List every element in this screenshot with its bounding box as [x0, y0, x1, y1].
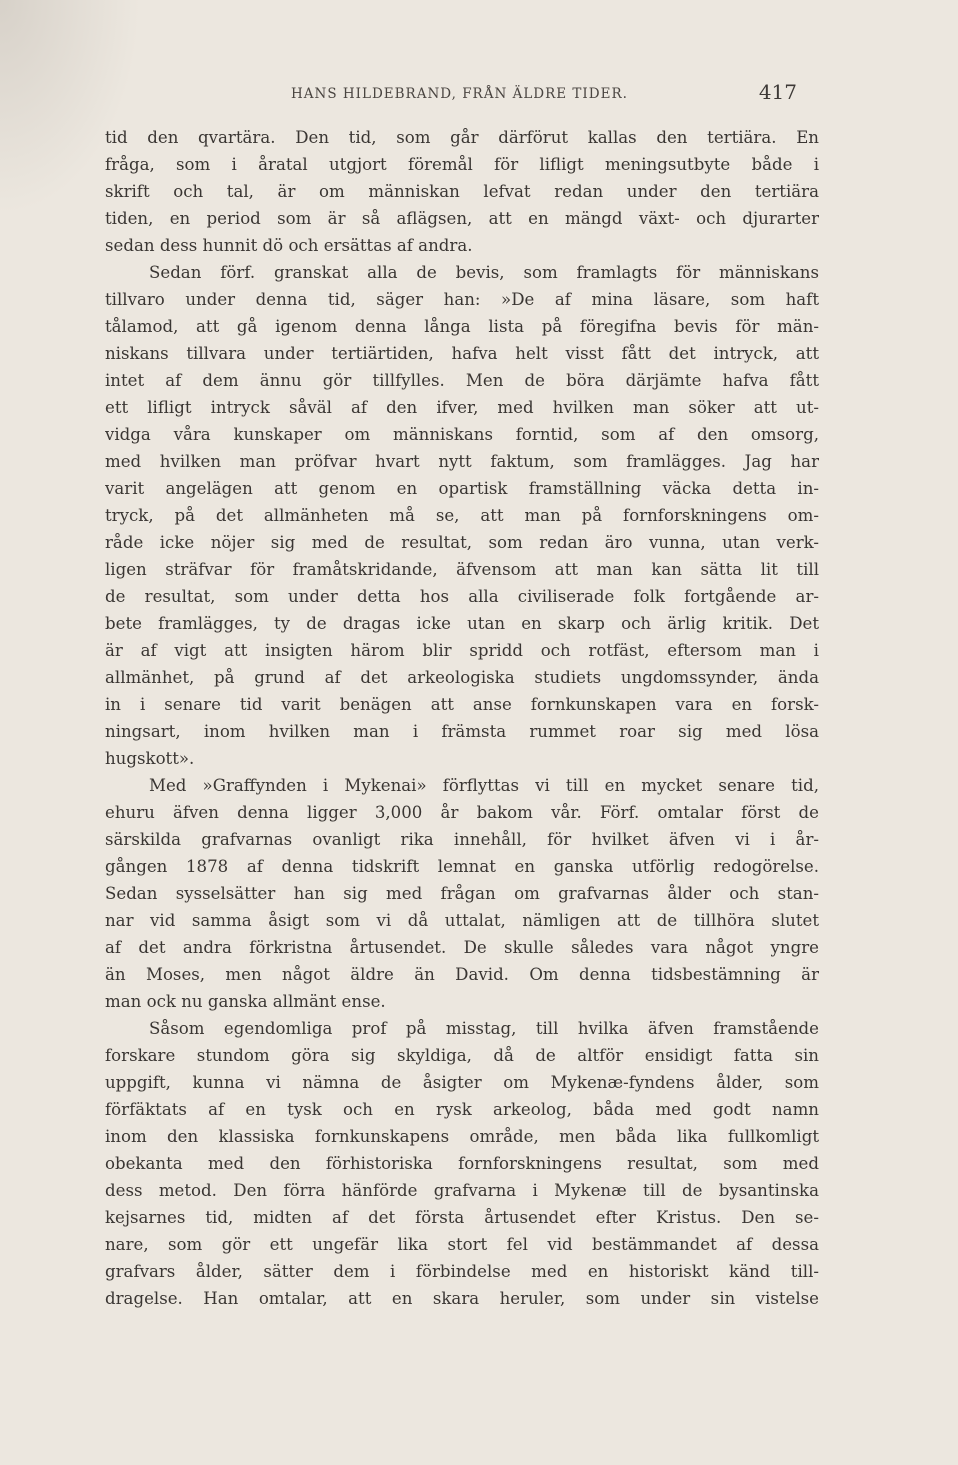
- text-line: nar vid samma åsigt som vi då uttalat, nämligen att de tillhöra slutet: [105, 911, 819, 930]
- text-line: uppgift, kunna vi nämna de åsigter om Mykenæ-fyndens ålder, som: [105, 1073, 819, 1092]
- text-line: Med »Graffynden i Mykenai» förflyttas vi till en mycket senare tid,: [149, 776, 819, 795]
- text-line: ligen sträfvar för framåtskridande, äfvensom att man kan sätta lit till: [105, 560, 819, 579]
- text-line: hugskott».: [105, 749, 195, 768]
- text-line: intet af dem ännu gör tillfylles. Men de böra därjämte hafva fått: [105, 371, 819, 390]
- running-head: HANS HILDEBRAND, FRÅN ÄLDRE TIDER.: [291, 86, 628, 102]
- text-line: dess metod. Den förra hänförde grafvarna i Mykenæ till de bysantinska: [105, 1181, 819, 1200]
- text-line: allmänhet, på grund af det arkeologiska studiets ungdomssynder, ända: [105, 668, 819, 687]
- text-line: fråga, som i åratal utgjort föremål för lifligt meningsutbyte både i: [105, 155, 819, 174]
- text-line: tålamod, att gå igenom denna långa lista på föregifna bevis för män-: [105, 317, 819, 336]
- text-line: förfäktats af en tysk och en rysk arkeolog, båda med godt namn: [105, 1100, 819, 1119]
- page-header: [105, 80, 797, 108]
- text-line: niskans tillvara under tertiärtiden, hafva helt visst fått det intryck, att: [105, 344, 819, 363]
- text-line: de resultat, som under detta hos alla civiliserade folk fortgående ar-: [105, 587, 819, 606]
- text-line: Såsom egendomliga prof på misstag, till hvilka äfven framstående: [149, 1019, 819, 1038]
- text-line: sedan dess hunnit dö och ersättas af andra.: [105, 236, 473, 255]
- text-line: tillvaro under denna tid, säger han: »De af mina läsare, som haft: [105, 290, 819, 309]
- text-line: Sedan förf. granskat alla de bevis, som framlagts för människans: [149, 263, 819, 282]
- page-number: 417: [758, 80, 797, 104]
- text-line: med hvilken man pröfvar hvart nytt faktum, som framlägges. Jag har: [105, 452, 819, 471]
- text-line: grafvars ålder, sätter dem i förbindelse med en historiskt känd till-: [105, 1262, 819, 1281]
- text-line: man ock nu ganska allmänt ense.: [105, 992, 386, 1011]
- text-line: af det andra förkristna årtusendet. De skulle således vara något yngre: [105, 938, 819, 957]
- text-line: inom den klassiska fornkunskapens område, men båda lika fullkomligt: [105, 1127, 819, 1146]
- text-line: tryck, på det allmänheten må se, att man på fornforskningens om-: [105, 506, 819, 525]
- text-line: tiden, en period som är så aflägsen, att en mängd växt- och djurarter: [105, 209, 819, 228]
- text-line: in i senare tid varit benägen att anse fornkunskapen vara en forsk-: [105, 695, 819, 714]
- text-line: varit angelägen att genom en opartisk framställning väcka detta in-: [105, 479, 819, 498]
- text-line: gången 1878 af denna tidskrift lemnat en ganska utförlig redogörelse.: [105, 857, 819, 876]
- body-text: [105, 124, 819, 1312]
- text-line: Sedan sysselsätter han sig med frågan om grafvarnas ålder och stan-: [105, 884, 819, 903]
- text-line: tid den qvartära. Den tid, som går därförut kallas den tertiära. En: [105, 128, 819, 147]
- text-line: bete framlägges, ty de dragas icke utan en skarp och ärlig kritik. Det: [105, 614, 819, 633]
- text-line: forskare stundom göra sig skyldiga, då de altför ensidigt fatta sin: [105, 1046, 819, 1065]
- text-line: nare, som gör ett ungefär lika stort fel vid bestämmandet af dessa: [105, 1235, 819, 1254]
- text-line: vidga våra kunskaper om människans forntid, som af den omsorg,: [105, 425, 819, 444]
- text-line: än Moses, men något äldre än David. Om denna tidsbestämning är: [105, 965, 819, 984]
- text-line: råde icke nöjer sig med de resultat, som redan äro vunna, utan verk-: [105, 533, 819, 552]
- text-line: ningsart, inom hvilken man i främsta rummet roar sig med lösa: [105, 722, 819, 741]
- text-line: kejsarnes tid, midten af det första årtusendet efter Kristus. Den se-: [105, 1208, 819, 1227]
- text-line: skrift och tal, är om människan lefvat redan under den tertiära: [105, 182, 819, 201]
- text-line: ehuru äfven denna ligger 3,000 år bakom vår. Förf. omtalar först de: [105, 803, 819, 822]
- text-line: dragelse. Han omtalar, att en skara heruler, som under sin vistelse: [105, 1289, 819, 1308]
- text-line: ett lifligt intryck såväl af den ifver, med hvilken man söker att ut-: [105, 398, 819, 417]
- text-line: obekanta med den förhistoriska fornforskningens resultat, som med: [105, 1154, 819, 1173]
- text-line: är af vigt att insigten härom blir spridd och rotfäst, eftersom man i: [105, 641, 819, 660]
- text-line: särskilda grafvarnas ovanligt rika innehåll, för hvilket äfven vi i år-: [105, 830, 819, 849]
